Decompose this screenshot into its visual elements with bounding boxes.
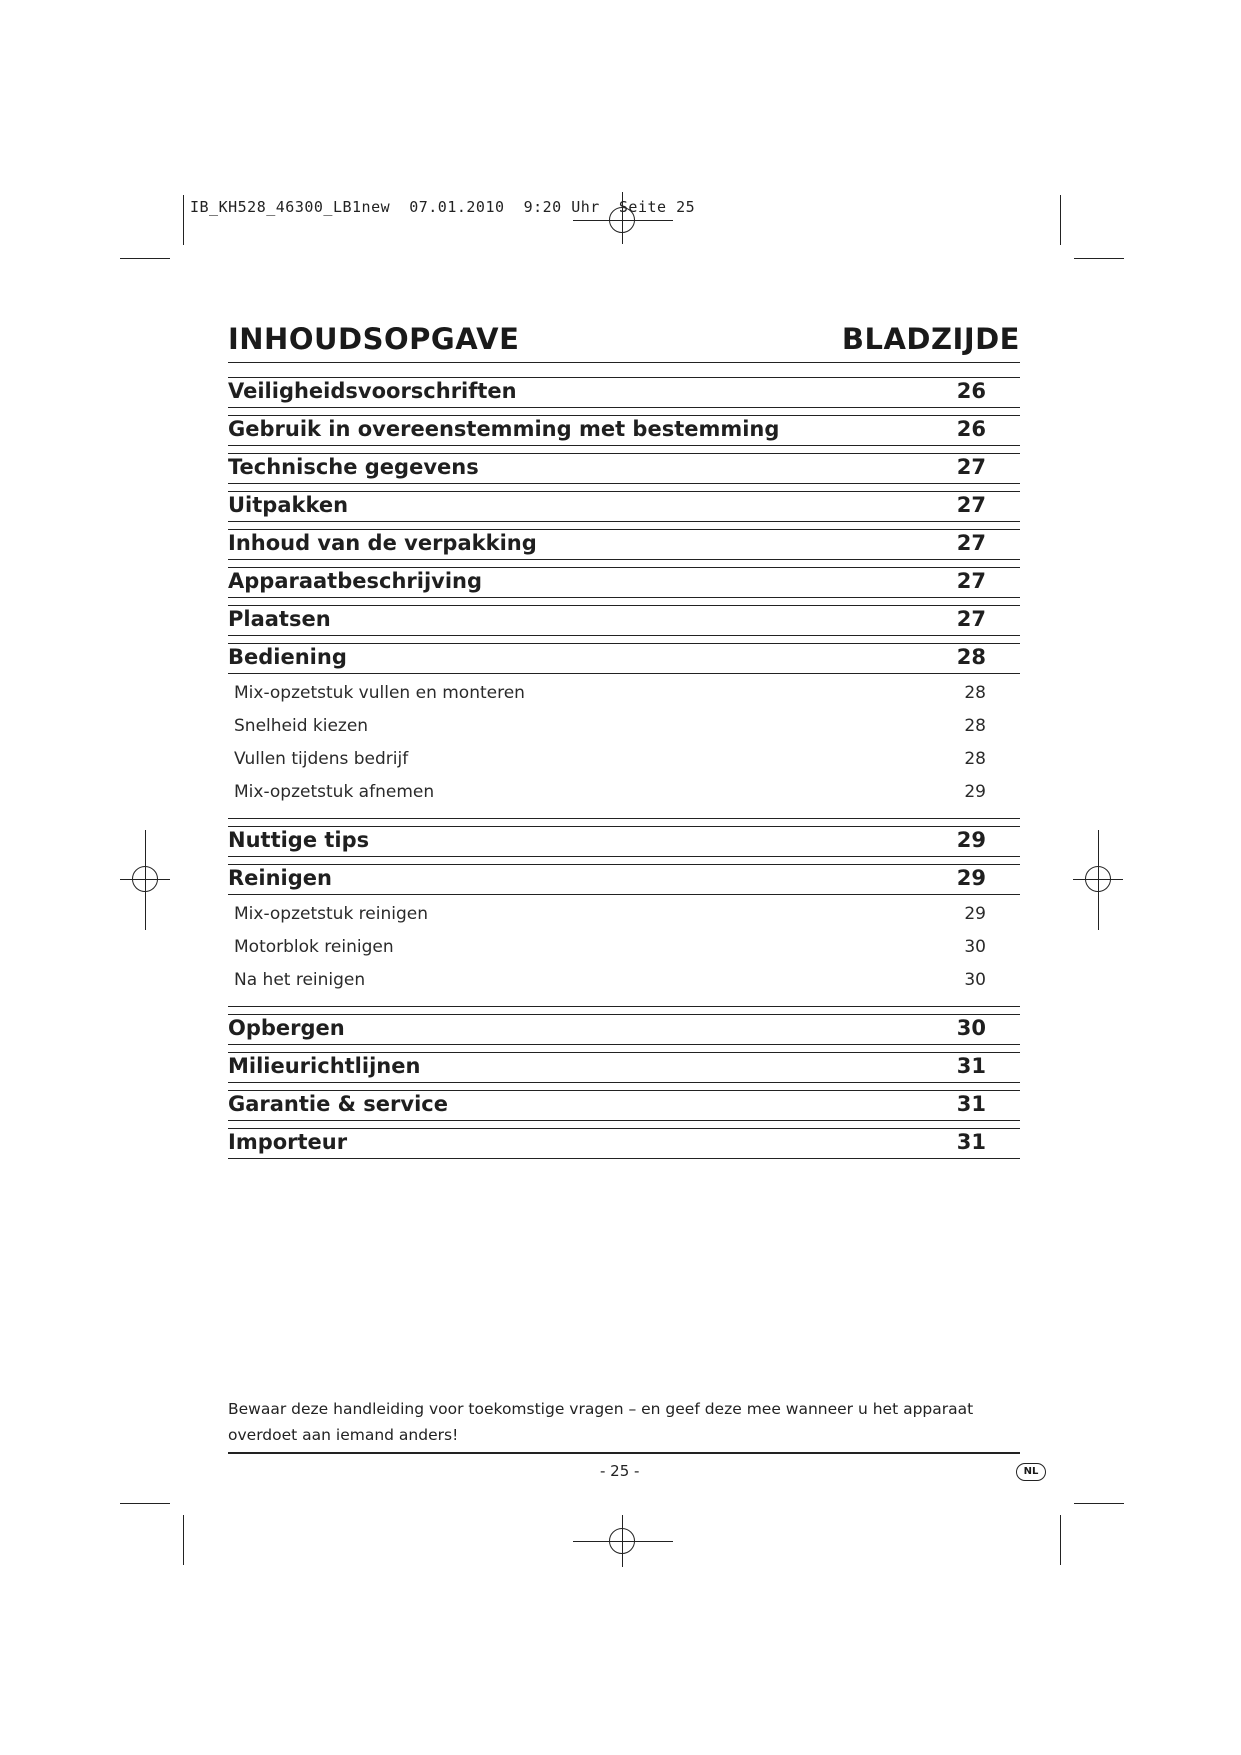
toc-entry [228,377,1020,408]
toc-subentry-title: Snelheid kiezen [234,716,369,736]
toc-subentry [228,967,1020,1000]
toc-subentry-page: 28 [964,749,986,769]
toc-entry [228,415,1020,446]
toc-entry [228,643,1020,674]
crop-mark [1060,1515,1061,1565]
toc-entry-page: 27 [956,607,986,631]
toc-entry-page: 29 [956,866,986,890]
toc-entry-page: 26 [956,379,986,403]
toc-entry-page: 31 [956,1092,986,1116]
toc-entry [228,1128,1020,1159]
toc-entry [228,605,1020,636]
toc-entry-page: 26 [956,417,986,441]
toc-subentry [228,779,1020,812]
registration-circle [1085,866,1111,892]
toc-entry-title: Inhoud van de verpakking [228,531,537,555]
toc-entry [228,567,1020,598]
toc-entry-page: 31 [956,1054,986,1078]
footer-note: Bewaar deze handleiding voor toekomstige vragen – en geef deze mee wanneer u het apparaat overdoet aan iemand anders! [228,1400,974,1444]
toc-entry-title: Reinigen [228,866,332,890]
toc-entry-title: Veiligheidsvoorschriften [228,379,517,403]
toc-subentry [228,934,1020,967]
page-number: - 25 - [600,1462,640,1480]
toc-entry-title: Importeur [228,1130,348,1154]
toc-subentry-page: 29 [964,904,986,924]
toc-entry-page: 27 [956,455,986,479]
toc-entry-title: Bediening [228,645,347,669]
toc-entry-title: Nuttige tips [228,828,370,852]
toc-subentries [228,674,1020,819]
toc-entry [228,864,1020,895]
toc-entry-page: 27 [956,493,986,517]
toc-subentry-title: Vullen tijdens bedrijf [234,749,409,769]
toc-subentry-title: Mix-opzetstuk afnemen [234,782,435,802]
toc-entry [228,453,1020,484]
toc-entry-page: 31 [956,1130,986,1154]
toc-entry-page: 27 [956,569,986,593]
toc-subentry-title: Mix-opzetstuk vullen en monteren [234,683,525,703]
toc-subentry [228,680,1020,713]
crop-mark [183,1515,184,1565]
toc-entry [228,529,1020,560]
crop-mark [1060,195,1061,245]
toc-subentry-page: 28 [964,716,986,736]
toc-entry-page: 27 [956,531,986,555]
crop-mark [120,1503,170,1504]
toc-entry-title: Opbergen [228,1016,345,1040]
table-of-contents [228,322,1020,1166]
toc-page-label: BLADZIJDE [841,322,1020,356]
toc-entry [228,1014,1020,1045]
toc-subentry-title: Na het reinigen [234,970,366,990]
toc-subentry-page: 30 [964,937,986,957]
toc-entry [228,491,1020,522]
toc-subentry-title: Mix-opzetstuk reinigen [234,904,429,924]
toc-entry-page: 30 [956,1016,986,1040]
toc-subentry [228,713,1020,746]
toc-title: INHOUDSOPGAVE [228,322,520,356]
toc-subentries [228,895,1020,1007]
toc-entry-title: Uitpakken [228,493,349,517]
toc-entry [228,1090,1020,1121]
toc-entry [228,1052,1020,1083]
toc-body [228,377,1020,1159]
crop-mark [1074,1503,1124,1504]
footer-divider [228,1452,1020,1454]
crop-mark [120,258,170,259]
toc-subentry [228,901,1020,934]
toc-entry-title: Milieurichtlijnen [228,1054,421,1078]
toc-header [228,322,1020,363]
toc-subentry-page: 29 [964,782,986,802]
toc-entry [228,826,1020,857]
toc-subentry [228,746,1020,779]
toc-entry-title: Technische gegevens [228,455,479,479]
crop-mark [1074,258,1124,259]
registration-circle [609,1528,635,1554]
toc-subentry-page: 28 [964,683,986,703]
toc-entry-page: 28 [956,645,986,669]
toc-subentry-page: 30 [964,970,986,990]
toc-entry-title: Garantie & service [228,1092,448,1116]
toc-entry-title: Gebruik in overeenstemming met bestemming [228,417,780,441]
toc-entry-page: 29 [956,828,986,852]
registration-circle [132,866,158,892]
toc-entry-title: Plaatsen [228,607,331,631]
crop-mark [183,195,184,245]
toc-subentry-title: Motorblok reinigen [234,937,394,957]
print-header: IB_KH528_46300_LB1new 07.01.2010 9:20 Uhr Seite 25 [190,198,696,216]
language-badge: NL [1016,1463,1046,1481]
toc-entry-title: Apparaatbeschrijving [228,569,483,593]
